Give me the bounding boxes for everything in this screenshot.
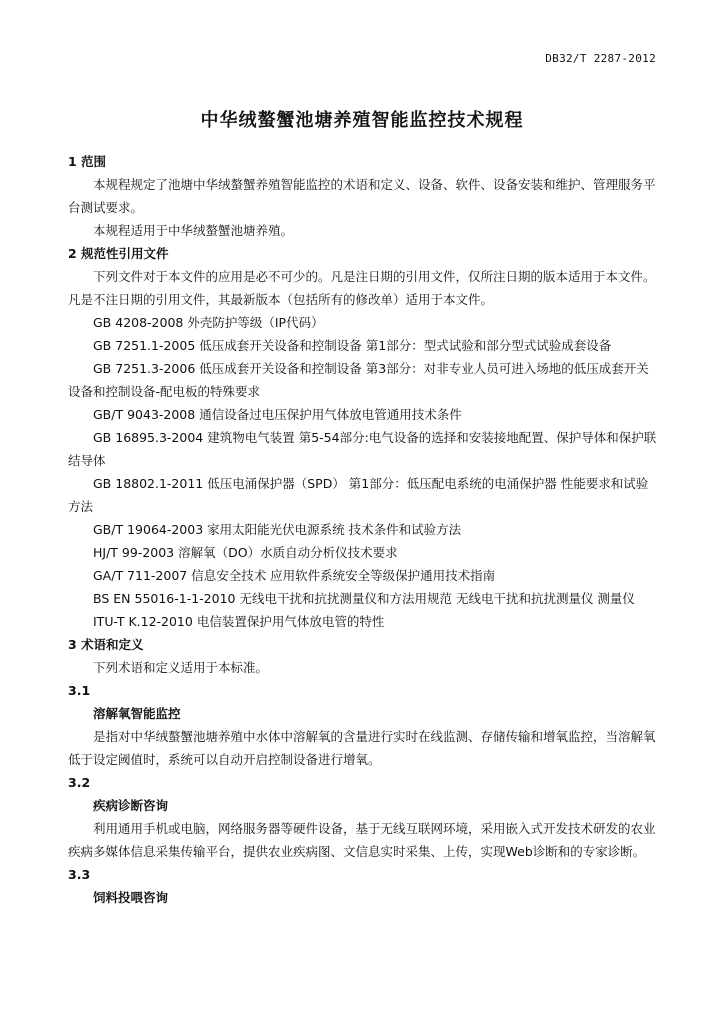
- paragraph: 本规程适用于中华绒螯蟹池塘养殖。: [93, 223, 294, 238]
- section-heading-references: 2 规范性引用文件: [68, 246, 169, 261]
- reference-item: GB 7251.1-2005 低压成套开关设备和控制设备 第1部分：型式试验和部分型式试验成套设备: [93, 338, 612, 353]
- reference-item: GB 4208-2008 外壳防护等级（IP代码）: [93, 315, 324, 330]
- term-name: 饲料投喂咨询: [93, 890, 169, 905]
- term-number: 3.3: [68, 867, 91, 882]
- term-number: 3.2: [68, 775, 91, 790]
- section-heading-terms: 3 术语和定义: [68, 637, 144, 652]
- reference-item: GA/T 711-2007 信息安全技术 应用软件系统安全等级保护通用技术指南: [93, 568, 496, 583]
- paragraph: 本规程规定了池塘中华绒螯蟹养殖智能监控的术语和定义、设备、软件、设备安装和维护、管理服务平台测试要求。: [68, 177, 656, 215]
- term-name: 溶解氧智能监控: [93, 706, 181, 721]
- reference-item: GB 18802.1-2011 低压电涌保护器（SPD） 第1部分：低压配电系统的电涌保护器 性能要求和试验方法: [68, 476, 649, 514]
- term-name: 疾病诊断咨询: [93, 798, 169, 813]
- reference-item: GB 7251.3-2006 低压成套开关设备和控制设备 第3部分：对非专业人员可进入场地的低压成套开关设备和控制设备-配电板的特殊要求: [68, 361, 649, 399]
- paragraph: 下列术语和定义适用于本标准。: [93, 660, 269, 675]
- paragraph: 下列文件对于本文件的应用是必不可少的。凡是注日期的引用文件，仅所注日期的版本适用于本文件。凡是不注日期的引用文件，其最新版本（包括所有的修改单）适用于本文件。: [68, 269, 656, 307]
- document-title: 中华绒螯蟹池塘养殖智能监控技术规程: [200, 110, 524, 131]
- term-definition: 是指对中华绒螯蟹池塘养殖中水体中溶解氧的含量进行实时在线监测、存储传输和增氧监控，当溶解氧低于设定阈值时，系统可以自动开启控制设备进行增氧。: [68, 729, 656, 767]
- section-heading-scope: 1 范围: [68, 154, 107, 169]
- reference-item: ITU-T K.12-2010 电信装置保护用气体放电管的特性: [93, 614, 385, 629]
- reference-item: HJ/T 99-2003 溶解氧（DO）水质自动分析仪技术要求: [93, 545, 398, 560]
- reference-item: GB/T 9043-2008 通信设备过电压保护用气体放电管通用技术条件: [93, 407, 462, 422]
- reference-item: GB 16895.3-2004 建筑物电气装置 第5-54部分:电气设备的选择和安装接地配置、保护导体和保护联结导体: [68, 430, 657, 468]
- document-body: [68, 150, 658, 909]
- document-number: DB32/T 2287-2012: [545, 52, 656, 65]
- term-number: 3.1: [68, 683, 91, 698]
- term-definition: 利用通用手机或电脑，网络服务器等硬件设备，基于无线互联网环境，采用嵌入式开发技术研发的农业疾病多媒体信息采集传输平台，提供农业疾病图、文信息实时采集、上传，实现Web诊断和的专家诊断。: [68, 821, 656, 859]
- reference-item: BS EN 55016-1-1-2010 无线电干扰和抗扰测量仪和方法用规范 无线电干扰和抗扰测量仪 测量仪: [93, 591, 635, 606]
- reference-item: GB/T 19064-2003 家用太阳能光伏电源系统 技术条件和试验方法: [93, 522, 462, 537]
